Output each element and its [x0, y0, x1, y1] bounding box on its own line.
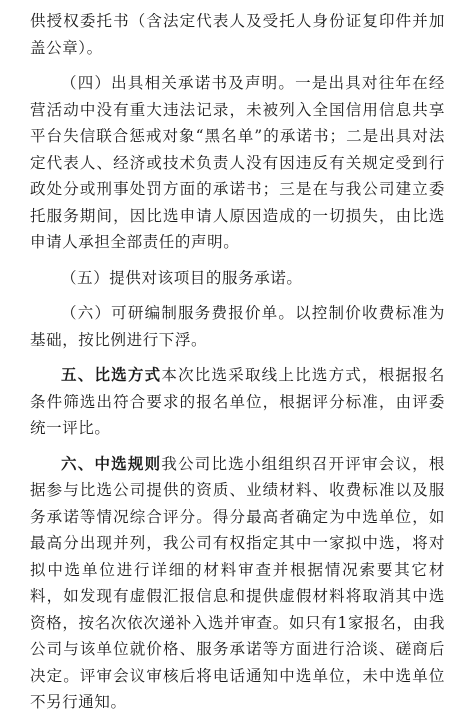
section-heading-selection-rules: 六、中选规则 [61, 453, 162, 473]
section-selection-method [30, 362, 445, 442]
paragraph-commitment-statement: （四）出具相关承诺书及声明。一是出具对往年在经营活动中没有重大违法记录，未被列入全国信用信息共享平台失信联合惩戒对象“黑名单”的承诺书；二是出具对法定代表人、经济或技术负责人没有因违反有关规定受到行政处分或刑事处罚方面的承诺书；三是在与我公司建立委托服务期间，因比选申请人原因造成的一切损失，由比选申请人承担全部责任的声明。 [30, 74, 445, 251]
section-heading-selection-method: 五、比选方式 [61, 365, 162, 384]
section-body-selection-rules: 我公司比选小组组织召开评审会议，根据参与比选公司提供的资质、业绩材料、收费标准以及服务承诺等情况综合评分。得分最高者确定为中选单位，如最高分出现并列，我公司有权指定其中一家拟中选，将对拟中选单位进行详细的材料审查并根据情况索要其它材料，如发现有虚假汇报信息和提供虚假材料将取消其中选资格，按名次依次递补入选并审查。如只有1家报名，由我公司与该单位就价格、服务承诺等方面进行洽谈、磋商后决定。评审会议审核后将电话通知中选单位，未中选单位不另行通知。 [30, 454, 445, 711]
paragraph-fee-quotation: （六）可研编制服务费报价单。以控制价收费标准为基础，按比例进行下浮。 [30, 304, 445, 349]
section-body-selection-method: 本次比选采取线上比选方式，根据报名条件筛选出符合要求的报名单位，根据评分标准，由评委统一评比。 [30, 366, 445, 437]
paragraph-authorization-continued: 供授权委托书（含法定代表人及受托人身份证复印件并加盖公章）。 [30, 12, 445, 57]
paragraph-service-commitment: （五）提供对该项目的服务承诺。 [61, 268, 303, 287]
section-selection-rules [30, 451, 445, 716]
